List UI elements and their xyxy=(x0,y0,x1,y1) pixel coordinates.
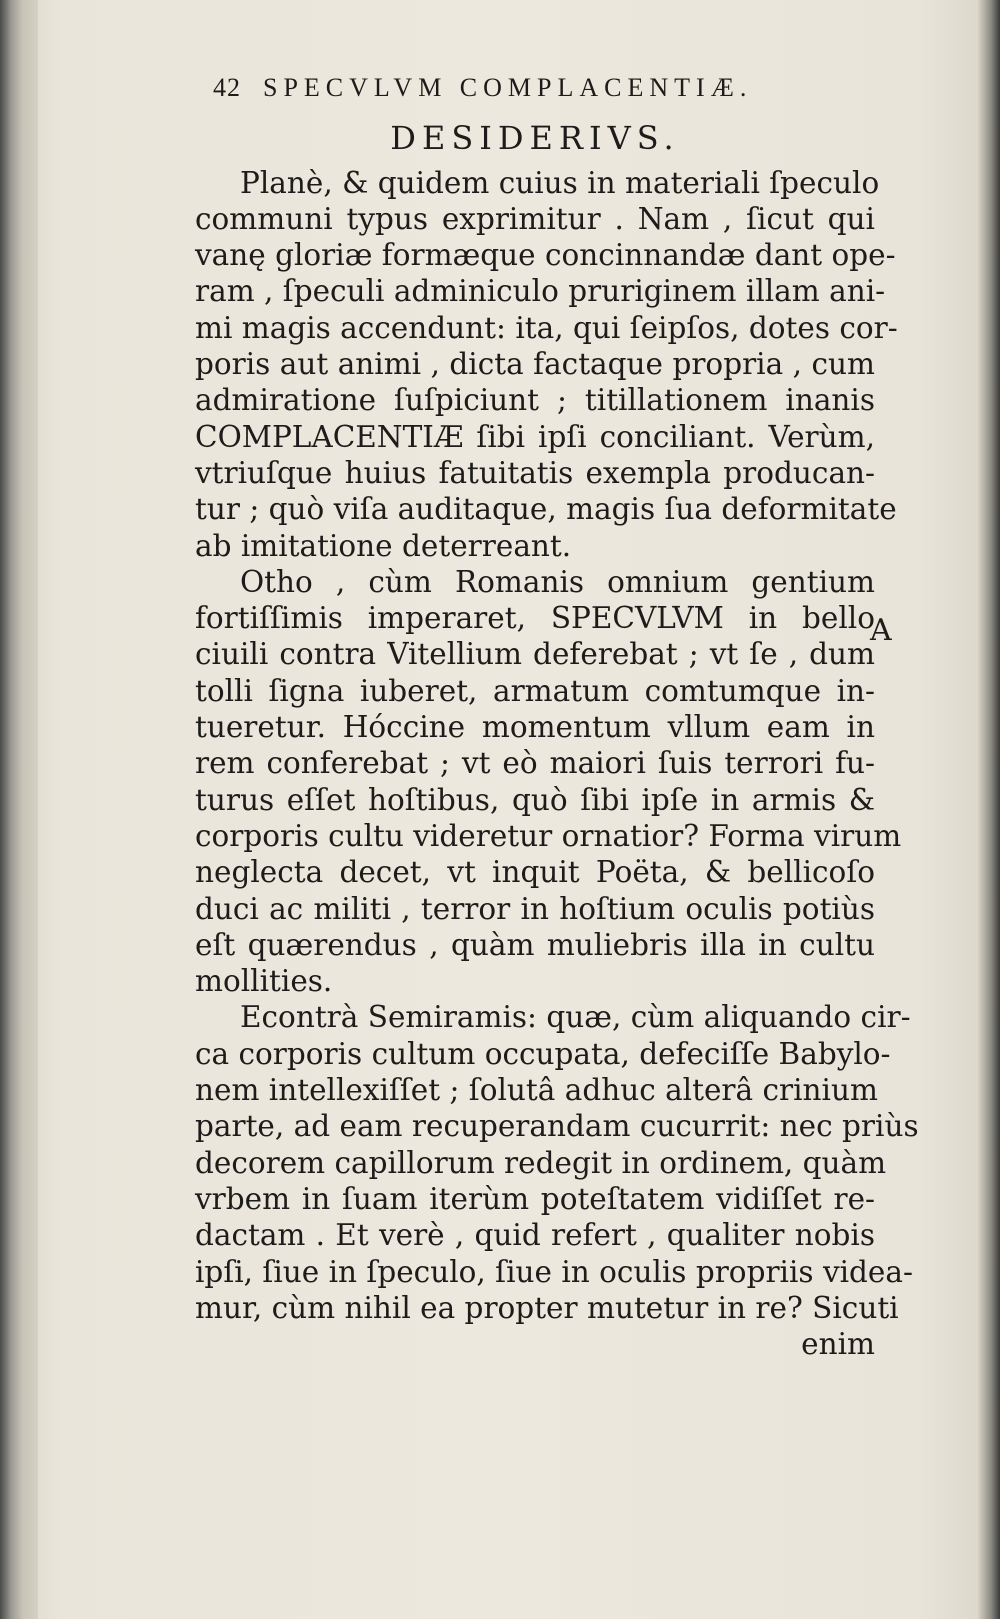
text-line: decorem capillorum redegit in ordinem, quàm xyxy=(195,1145,887,1180)
page-number: 42 xyxy=(213,73,241,102)
text-line: fortiſſimis imperaret, SPECVLVM in bello xyxy=(195,601,875,636)
text-line: tueretur. Hóccine momentum vllum eam in xyxy=(195,710,875,745)
running-header xyxy=(213,70,875,106)
text-line: tur ; quò viſa auditaque, magis ſua deformitate xyxy=(195,492,897,527)
text-line: vrbem in ſuam iterùm poteſtatem vidiſſet re- xyxy=(195,1181,875,1216)
text-line: Planè, & quidem cuius in materiali ſpeculo xyxy=(240,165,880,200)
text-line: vtriuſque huius fatuitatis exempla producan- xyxy=(195,455,875,490)
text-line: nem intellexiſſet ; ſolutâ adhuc alterâ crinium xyxy=(195,1073,878,1108)
text-line: corporis cultu videretur ornatior? Forma virum xyxy=(195,818,902,853)
text-line: ab imitatione deterreant. xyxy=(195,528,572,563)
text-line: Econtrà Semiramis: quæ, cùm aliquando cir- xyxy=(240,1000,911,1035)
marginal-letter: A xyxy=(870,613,892,648)
text-line: dactam . Et verè , quid refert , qualiter nobis xyxy=(195,1218,875,1253)
text-line: COMPLACENTIÆ ſibi ipſi conciliant. Verùm, xyxy=(195,419,875,454)
page-edge xyxy=(978,0,1000,1619)
text-line: Otho , cùm Romanis omnium gentium xyxy=(240,564,875,599)
text-line: ciuili contra Vitellium deferebat ; vt ſe , dum xyxy=(195,637,875,672)
text-line: ram , ſpeculi adminiculo pruriginem illam ani- xyxy=(195,274,886,309)
text-line: parte, ad eam recuperandam cucurrit: nec priùs xyxy=(195,1109,919,1144)
book-spine xyxy=(0,0,38,1619)
text-line: tolli ſigna iuberet, armatum comtumque in- xyxy=(195,673,875,708)
text-line: eſt quærendus , quàm muliebris illa in cultu xyxy=(195,927,875,962)
text-line: communi typus exprimitur . Nam , ſicut qui xyxy=(195,201,875,236)
text-line: admiratione ſuſpiciunt ; titillationem inanis xyxy=(195,383,875,418)
speaker-heading: DESIDERIVS. xyxy=(390,119,680,158)
text-line: mur, cùm nihil ea propter mutetur in re? Sicuti xyxy=(195,1290,899,1325)
text-line: turus eſſet hoſtibus, quò ſibi ipſe in armis & xyxy=(195,782,875,817)
running-title: SPECVLVM COMPLACENTIÆ. xyxy=(263,73,753,102)
catchword: enim xyxy=(801,1327,875,1362)
text-line: rem conferebat ; vt eò maiori ſuis terrori fu- xyxy=(195,746,875,781)
text-line: mollities. xyxy=(195,964,333,999)
text-line: ipſi, ſiue in ſpeculo, ſiue in oculis propriis videa- xyxy=(195,1254,913,1289)
text-line: ca corporis cultum occupata, defeciſſe Babylo- xyxy=(195,1036,891,1071)
page-text-block xyxy=(195,70,919,1362)
text-line: neglecta decet, vt inquit Poëta, & bellicoſo xyxy=(195,855,875,890)
text-line: duci ac militi , terror in hoſtium oculis potiùs xyxy=(195,891,875,926)
text-line: poris aut animi , dicta factaque propria , cum xyxy=(195,347,875,382)
text-line: mi magis accendunt: ita, qui ſeipſos, dotes cor- xyxy=(195,310,898,345)
text-line: vanę gloriæ formæque concinnandæ dant ope- xyxy=(195,238,896,273)
